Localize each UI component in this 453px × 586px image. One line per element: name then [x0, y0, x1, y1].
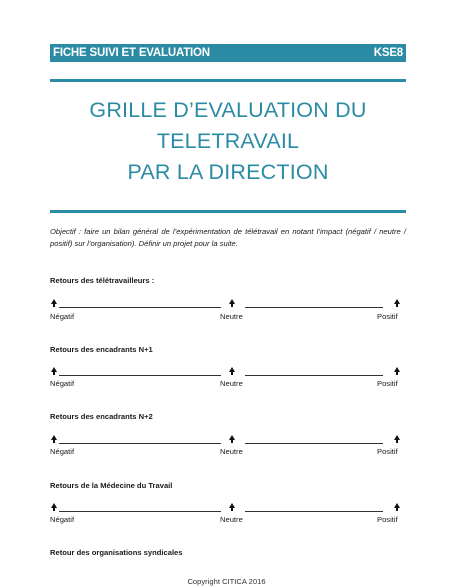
scale-labels: [50, 379, 406, 389]
rating-line: [59, 443, 221, 444]
scale-labels: [50, 515, 406, 525]
header-title: FICHE SUIVI ET EVALUATION: [53, 47, 210, 59]
objective-text: Objectif : faire un bilan général de l’expérimentation de télétravail en notant l’impact (négatif / neutre / positif) sur l’organisation). Définir un projet pour la suite.: [50, 227, 406, 248]
title-rule: [50, 210, 406, 213]
scale-neutral-label: Neutre: [220, 379, 243, 388]
rating-line: [59, 375, 221, 376]
header-rule: [50, 79, 406, 82]
rating-line: [59, 307, 221, 308]
title-line-3: PAR LA DIRECTION: [127, 160, 329, 184]
scale-neutral-label: Neutre: [220, 515, 243, 524]
section-label-managers-n2: Retours des encadrants N+2: [50, 412, 153, 421]
up-arrow-icon: [229, 367, 235, 372]
section-label-teleworkers: Retours des télétravailleurs :: [50, 276, 155, 285]
page-title: [50, 95, 406, 188]
rating-line: [245, 443, 383, 444]
scale-positive-label: Positif: [377, 447, 398, 456]
header-code: KSE8: [373, 47, 403, 59]
scale-negative-label: Négatif: [50, 379, 75, 388]
section-label-occupational-health: Retours de la Médecine du Travail: [50, 481, 173, 490]
title-line-1: GRILLE D’EVALUATION DU: [89, 98, 367, 122]
up-arrow-icon: [51, 503, 57, 508]
up-arrow-icon: [51, 367, 57, 372]
rating-line: [245, 375, 383, 376]
up-arrow-icon: [229, 299, 235, 304]
document-header-bar: [50, 44, 406, 62]
scale-positive-label: Positif: [377, 515, 398, 524]
scale-neutral-label: Neutre: [220, 447, 243, 456]
rating-line: [245, 511, 383, 512]
rating-scale-managers-n2: [50, 435, 406, 447]
rating-scale-teleworkers: [50, 299, 406, 311]
scale-positive-label: Positif: [377, 312, 398, 321]
scale-positive-label: Positif: [377, 379, 398, 388]
section-label-managers-n1: Retours des encadrants N+1: [50, 345, 153, 354]
scale-negative-label: Négatif: [50, 312, 75, 321]
rating-scale-managers-n1: [50, 367, 406, 379]
copyright-footer: Copyright CITICA 2016: [187, 577, 266, 586]
up-arrow-icon: [51, 299, 57, 304]
rating-scale-occupational-health: [50, 503, 406, 515]
scale-neutral-label: Neutre: [220, 312, 243, 321]
up-arrow-icon: [394, 367, 400, 372]
up-arrow-icon: [394, 299, 400, 304]
scale-labels: [50, 447, 406, 457]
rating-line: [59, 511, 221, 512]
section-label-unions: Retour des organisations syndicales: [50, 548, 183, 557]
up-arrow-icon: [51, 435, 57, 440]
up-arrow-icon: [394, 503, 400, 508]
scale-negative-label: Négatif: [50, 515, 75, 524]
up-arrow-icon: [229, 435, 235, 440]
rating-line: [245, 307, 383, 308]
title-line-2: TELETRAVAIL: [156, 129, 300, 153]
scale-labels: [50, 312, 406, 322]
up-arrow-icon: [394, 435, 400, 440]
scale-negative-label: Négatif: [50, 447, 75, 456]
up-arrow-icon: [229, 503, 235, 508]
